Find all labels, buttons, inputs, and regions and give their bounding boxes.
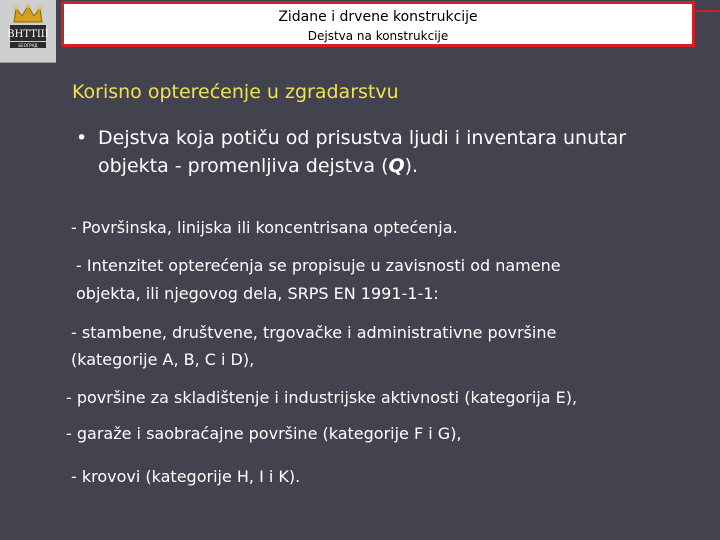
bullet-text xyxy=(76,124,686,180)
body-line-categories-abcd: (kategorije A, B, C i D), xyxy=(71,350,255,369)
body-line-storage: - površine za skladištenje i industrijske aktivnosti (kategorija E), xyxy=(66,388,578,407)
body-line-residential: - stambene, društvene, trgovačke i administrativne površine xyxy=(71,323,557,342)
bullet-text-after: ). xyxy=(404,155,419,177)
section-title: Korisno opterećenje u zgradarstvu xyxy=(72,81,399,103)
header-accent-line xyxy=(697,10,719,12)
logo-subtext: БЕОГРАД xyxy=(18,43,38,48)
crown-icon xyxy=(0,0,56,62)
body-line-intensity: - Intenzitet opterećenja se propisuje u zavisnosti od namene xyxy=(76,256,561,275)
body-line-surface-loads: - Površinska, linijska ili koncentrisana optećenja. xyxy=(71,218,458,237)
header-box xyxy=(61,1,695,47)
body-line-garages: - garaže i saobraćajne površine (kategorije F i G), xyxy=(66,424,462,443)
bullet-dot: • xyxy=(76,127,88,149)
logo-text: BHTTIII xyxy=(7,29,49,40)
institution-logo xyxy=(0,0,56,63)
body-line-standard: objekta, ili njegovog dela, SRPS EN 1991-1-1: xyxy=(76,284,439,303)
header-title: Zidane i drvene konstrukcije xyxy=(278,9,478,25)
body-line-roofs: - krovovi (kategorije H, I i K). xyxy=(71,467,301,486)
bullet-emphasis: Q xyxy=(388,155,405,177)
header-subtitle: Dejstva na konstrukcije xyxy=(307,29,449,43)
bullet-text-before: Dejstva koja potiču od prisustva ljudi i inventara unutar objekta - promenljiva dejstva ( xyxy=(98,127,627,177)
bullet-item xyxy=(76,124,686,180)
